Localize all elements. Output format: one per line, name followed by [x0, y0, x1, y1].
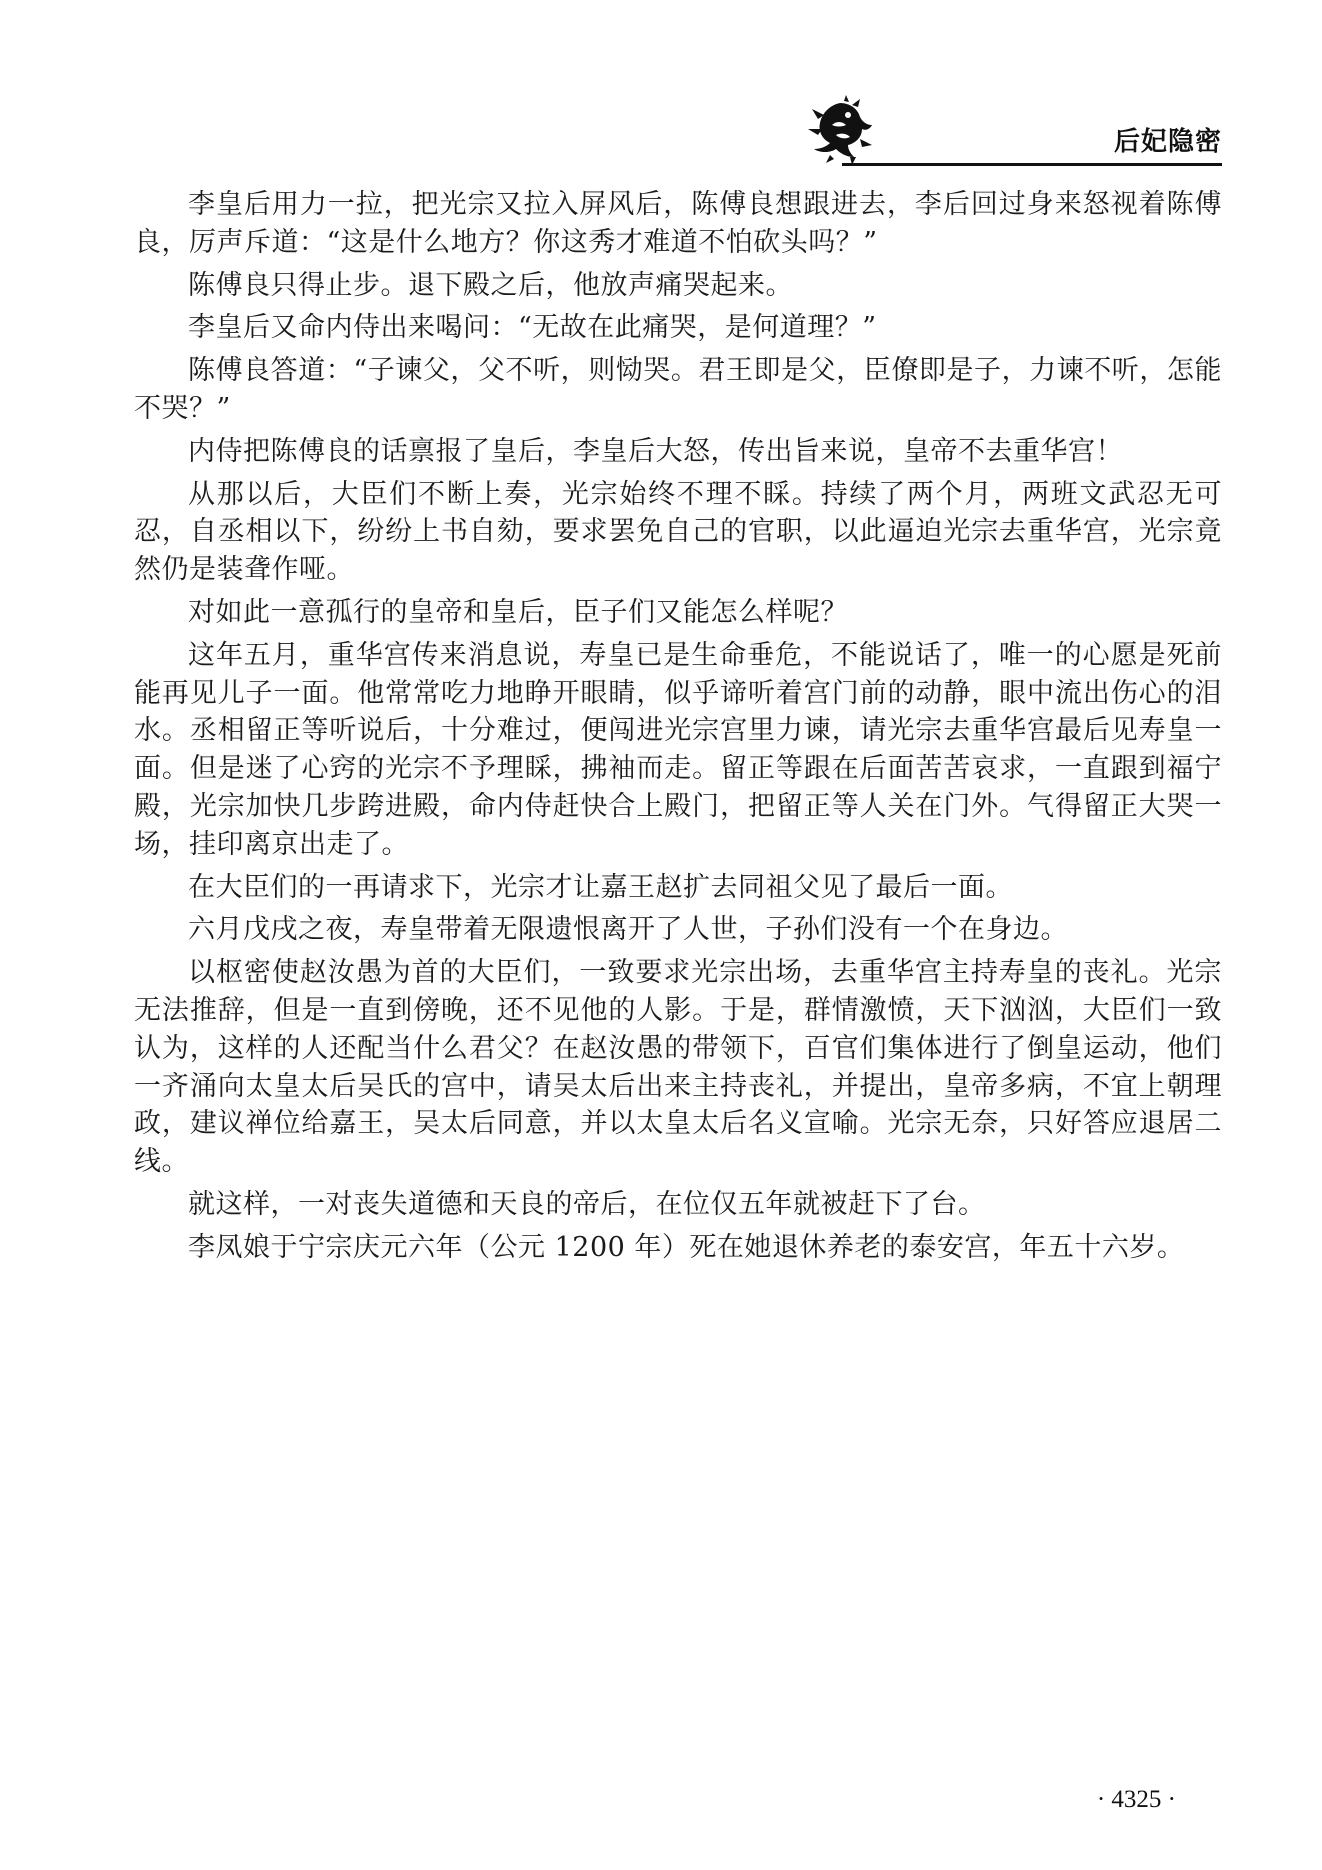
paragraph: 就这样，一对丧失道德和天良的帝后，在位仅五年就被赶下了台。 — [188, 1188, 986, 1220]
book-title: 后妃隐密 — [1113, 127, 1222, 157]
paragraph: 在大臣们的一再请求下，光宗才让嘉王赵扩去同祖父见了最后一面。 — [188, 871, 1013, 903]
paragraph: 李皇后用力一拉，把光宗又拉入屏风后，陈傅良想跟进去，李后回过身来怒视着陈傅良，厉声斥道：“这是什么地方？你这秀才难道不怕砍头吗？” — [134, 189, 1222, 258]
paragraph: 六月戊戌之夜，寿皇带着无限遗恨离开了人世，子孙们没有一个在身边。 — [188, 914, 1068, 946]
paragraph: 李皇后又命内侍出来喝问：“无故在此痛哭，是何道理？” — [188, 312, 877, 344]
page-header — [800, 95, 1222, 175]
body-text — [134, 186, 1222, 1272]
paragraph: 陈傅良只得止步。退下殿之后，他放声痛哭起来。 — [188, 269, 793, 301]
page-number: · 4325 · — [1096, 1786, 1176, 1813]
paragraph: 对如此一意孤行的皇帝和皇后，臣子们又能怎么样呢？ — [188, 596, 848, 628]
dragon-icon — [800, 95, 880, 165]
paragraph: 以枢密使赵汝愚为首的大臣们，一致要求光宗出场，去重华宫主持寿皇的丧礼。光宗无法推辞，但是一直到傍晚，还不见他的人影。于是，群情激愤，天下汹汹，大臣们一致认为，这样的人还配当什么君父？在赵汝愚的带领下，百官们集体进行了倒皇运动，他们一齐涌向太皇太后吴氏的宫中，请吴太后出来主持丧礼，并提出，皇帝多病，不宜上朝理政，建议禅位给嘉王，吴太后同意，并以太皇太后名义宣喻。光宗无奈，只好答应退居二线。 — [134, 957, 1222, 1178]
paragraph: 这年五月，重华宫传来消息说，寿皇已是生命垂危，不能说话了，唯一的心愿是死前能再见儿子一面。他常常吃力地睁开眼睛，似乎谛听着宫门前的动静，眼中流出伤心的泪水。丞相留正等听说后，十分难过，便闯进光宗宫里力谏，请光宗去重华宫最后见寿皇一面。但是迷了心窍的光宗不予理睬，拂袖而走。留正等跟在后面苦苦哀求，一直跟到福宁殿，光宗加快几步跨进殿，命内侍赶快合上殿门，把留正等人关在门外。气得留正大哭一场，挂印离京出走了。 — [134, 639, 1222, 860]
paragraph: 内侍把陈傅良的话禀报了皇后，李皇后大怒，传出旨来说，皇帝不去重华宫！ — [188, 435, 1123, 467]
paragraph: 从那以后，大臣们不断上奏，光宗始终不理不睬。持续了两个月，两班文武忍无可忍，自丞相以下，纷纷上书自劾，要求罢免自己的官职，以此逼迫光宗去重华宫，光宗竟然仍是装聋作哑。 — [134, 478, 1222, 586]
paragraph: 陈傅良答道：“子谏父，父不听，则恸哭。君王即是父，臣僚即是子，力谏不听，怎能不哭？” — [134, 355, 1222, 424]
paragraph: 李凤娘于宁宗庆元六年（公元 1200 年）死在她退休养老的泰安宫，年五十六岁。 — [188, 1231, 1185, 1263]
header-rule — [842, 163, 1222, 166]
